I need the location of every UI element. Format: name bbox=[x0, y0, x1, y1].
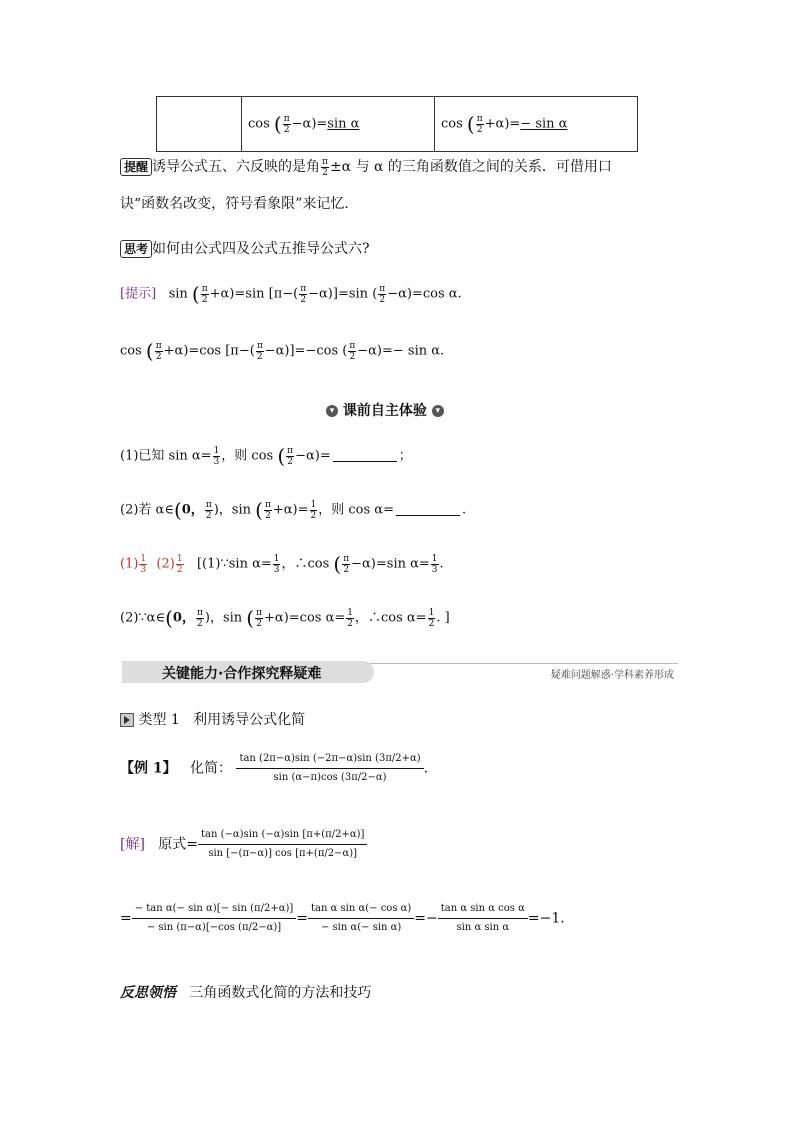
solution-fraction: $\frac{\tan (-\alpha)\sin (-\alpha)\sin [\pi+(\pi/2+\alpha)]}{\sin [-(\pi-\alpha)] \cos [\pi+(\pi/2-\alpha)]}$ bbox=[198, 828, 367, 861]
formula-table bbox=[156, 96, 638, 152]
answer-blank bbox=[333, 461, 397, 462]
think-label: 思考 bbox=[120, 240, 152, 258]
table-right-tail: +α)= bbox=[484, 116, 521, 132]
answer-line-2: (2)∵α∈(0， $\frac{\pi}{2}$ )，sin ( $\frac{\pi}{2}$ +α)=cos α= $\frac{1}{2}$ ，∴cos α= $\frac{1}{2}$ . ] bbox=[120, 606, 450, 630]
section-title: 课前自主体验 bbox=[342, 403, 427, 419]
section-heading bbox=[326, 400, 444, 420]
banner-subtitle: 疑难问题解惑·学科素养形成 bbox=[550, 670, 674, 681]
table-left-fn: cos bbox=[248, 116, 270, 132]
table-cell-cos-pi2-plus: cos ( $\frac{\pi}{2}$ +α)=− sin α bbox=[435, 97, 638, 152]
hint-label: [提示] bbox=[120, 286, 157, 302]
type-label: 类型 1 bbox=[138, 712, 180, 728]
type-title: 利用诱导公式化简 bbox=[193, 712, 306, 728]
answer-line-1: (1) $\frac{1}{3}$ (2) $\frac{1}{2}$ [(1)∵sin α= $\frac{1}{3}$ ，∴cos ( $\frac{\pi}{2}$ −α)=sin α= $\frac{1}{3}$ . bbox=[120, 552, 444, 576]
solution-line-2: = $\frac{\text{− tan α(− sin α)[− sin (π/2+α)]}}{- \sin (\pi-\alpha)[-\cos (\pi/2-\alpha)]}$ = $\frac{\text{tan α sin α(− cos α)}}{\text{− sin α(− sin α)}}$ =− $\frac{\text{tan α sin α cos α}}{\text{sin α sin α}}$ =−1. bbox=[120, 903, 565, 933]
chevron-down-icon: ▾ bbox=[432, 405, 444, 417]
table-left-tail: −α)= bbox=[291, 116, 328, 132]
think-question: 如何由公式四及公式五推导公式六? bbox=[152, 241, 370, 257]
tip-line-2: 诀“函数名改变，符号看象限”来记忆. bbox=[120, 196, 349, 212]
table-left-answer: sin α bbox=[327, 116, 360, 132]
exercise-1: (1)已知 sin α= $\frac{1}{3}$ ，则 cos ( $\frac{\pi}{2}$ −α)= ； bbox=[120, 444, 412, 468]
play-icon bbox=[120, 713, 134, 727]
example-fraction: $\frac{\tan (2\pi-\alpha)\sin (-2\pi-\alpha)\sin (3\pi/2+\alpha)}{\sin (\alpha-\pi)\cos (3\pi/2-\alpha)}$ bbox=[236, 752, 423, 785]
example-label: 【例 1】 bbox=[120, 760, 177, 777]
hint-line-1: [提示] sin ( $\frac{\pi}{2}$ +α)=sin [π−( $\frac{\pi}{2}$ −α)]=sin ( $\frac{\pi}{2}$ −α)=cos α. bbox=[120, 282, 462, 306]
tip-label: 提醒 bbox=[120, 158, 152, 176]
chevron-down-icon: ▾ bbox=[326, 405, 338, 417]
reflection-heading bbox=[120, 982, 371, 1002]
banner-title: 关键能力·合作探究释疑难 bbox=[162, 666, 322, 682]
table-right-answer: − sin α bbox=[520, 116, 568, 132]
reflection-title: 三角函数式化简的方法和技巧 bbox=[189, 985, 372, 1001]
hint-line-2: cos ( $\frac{\pi}{2}$ +α)=cos [π−( $\frac{\pi}{2}$ −α)]=−cos ( $\frac{\pi}{2}$ −α)=− sin α. bbox=[120, 339, 445, 363]
key-ability-banner bbox=[122, 661, 678, 683]
reflection-label: 反思领悟 bbox=[120, 985, 176, 1001]
example-1: 【例 1】 化简： $\frac{\tan (2\pi-\alpha)\sin (-2\pi-\alpha)\sin (3\pi/2+\alpha)}{\sin (\alpha-\pi)\cos (3\pi/2-\alpha)}$ . bbox=[120, 753, 429, 783]
tip-line-1: 提醒 诱导公式五、六反映的是角 $\frac{\pi}{2}$ ±α 与 α 的三角函数值之间的关系．可借用口 bbox=[120, 156, 612, 178]
answer-blank bbox=[396, 515, 460, 516]
think-line bbox=[120, 238, 370, 258]
table-empty-cell bbox=[157, 97, 242, 152]
exercise-2: (2)若 α∈(0， $\frac{\pi}{2}$ )，sin ( $\frac{\pi}{2}$ +α)= $\frac{1}{2}$ ，则 cos α= . bbox=[120, 498, 467, 522]
table-right-fn: cos bbox=[441, 116, 463, 132]
solution-label: [解] bbox=[120, 836, 145, 853]
solution-line-1: [解] 原式= $\frac{\tan (-\alpha)\sin (-\alpha)\sin [\pi+(\pi/2+\alpha)]}{\sin [-(\pi-\alpha)] \cos [\pi+(\pi/2-\alpha)]}$ bbox=[120, 828, 367, 861]
example-instruction: 化简： bbox=[189, 760, 232, 777]
type-heading bbox=[120, 709, 305, 729]
table-cell-cos-pi2-minus: cos ( $\frac{\pi}{2}$ −α)=sin α bbox=[242, 97, 435, 152]
